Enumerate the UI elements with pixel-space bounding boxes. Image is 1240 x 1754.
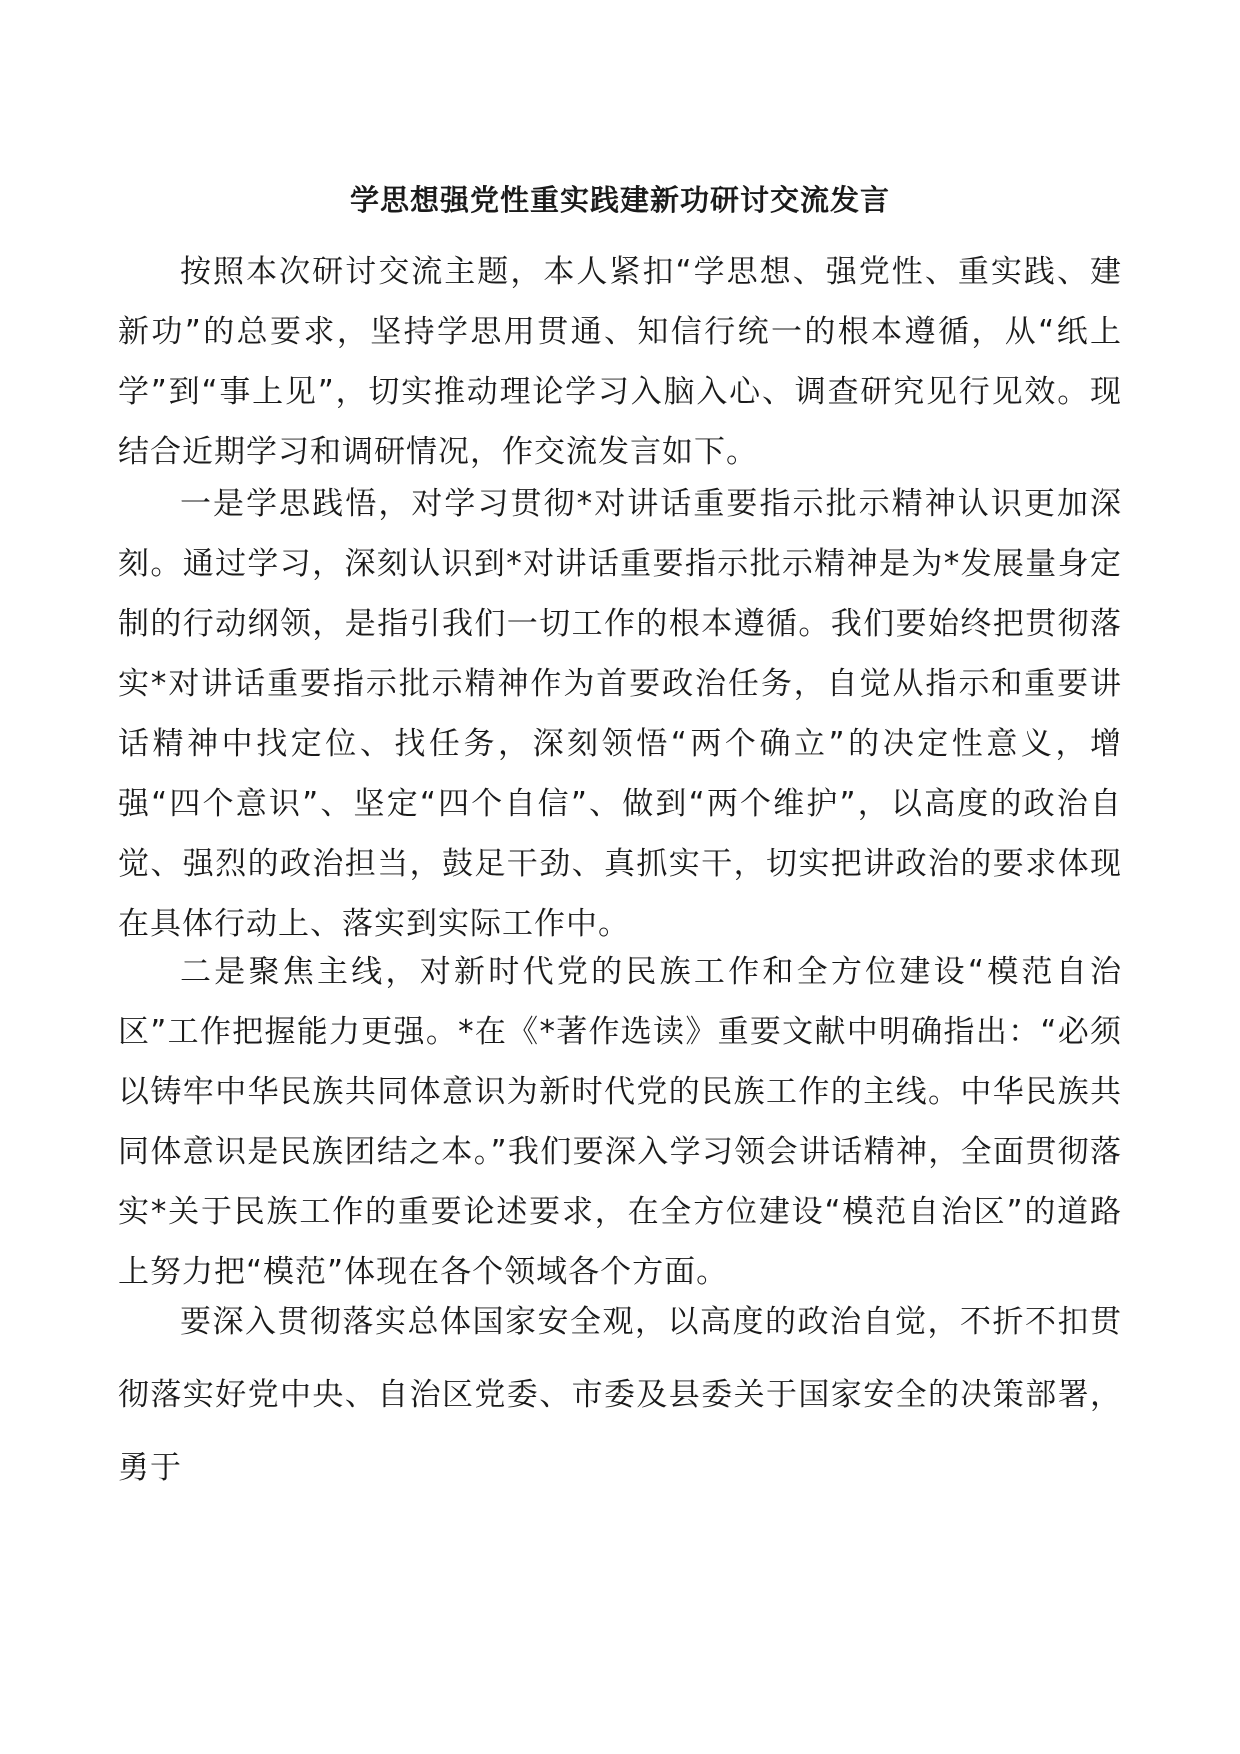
document-title: 学思想强党性重实践建新功研讨交流发言 (349, 183, 890, 217)
paragraph-point-one: 一是学思践悟，对学习贯彻*对讲话重要指示批示精神认识更加深刻。通过学习，深刻认识到*对讲话重要指示批示精神是为*发展量身定制的行动纲领，是指引我们一切工作的根本遵循。我们要始终把贯彻落实*对讲话重要指示批示精神作为首要政治任务，自觉从指示和重要讲话精神中找定位、找任务，深刻领悟“两个确立”的决定性意义，增强“四个意识”、坚定“四个自信”、做到“两个维护”，以高度的政治自觉、强烈的政治担当，鼓足干劲、真抓实干，切实把讲政治的要求体现在具体行动上、落实到实际工作中。 (118, 486, 1122, 942)
paragraph-intro: 按照本次研讨交流主题，本人紧扣“学思想、强党性、重实践、建新功”的总要求，坚持学思用贯通、知信行统一的根本遵循，从“纸上学”到“事上见”，切实推动理论学习入脑入心、调查研究见行见效。现结合近期学习和调研情况，作交流发言如下。 (118, 254, 1122, 470)
paragraph-national-security: 要深入贯彻落实总体国家安全观，以高度的政治自觉，不折不扣贯彻落实好党中央、自治区党委、市委及县委关于国家安全的决策部署，勇于 (118, 1304, 1122, 1486)
paragraph-point-two: 二是聚焦主线，对新时代党的民族工作和全方位建设“模范自治区”工作把握能力更强。*在《*著作选读》重要文献中明确指出：“必须以铸牢中华民族共同体意识为新时代党的民族工作的主线。中华民族共同体意识是民族团结之本。”我们要深入学习领会讲话精神，全面贯彻落实*关于民族工作的重要论述要求，在全方位建设“模范自治区”的道路上努力把“模范”体现在各个领域各个方面。 (118, 954, 1122, 1290)
